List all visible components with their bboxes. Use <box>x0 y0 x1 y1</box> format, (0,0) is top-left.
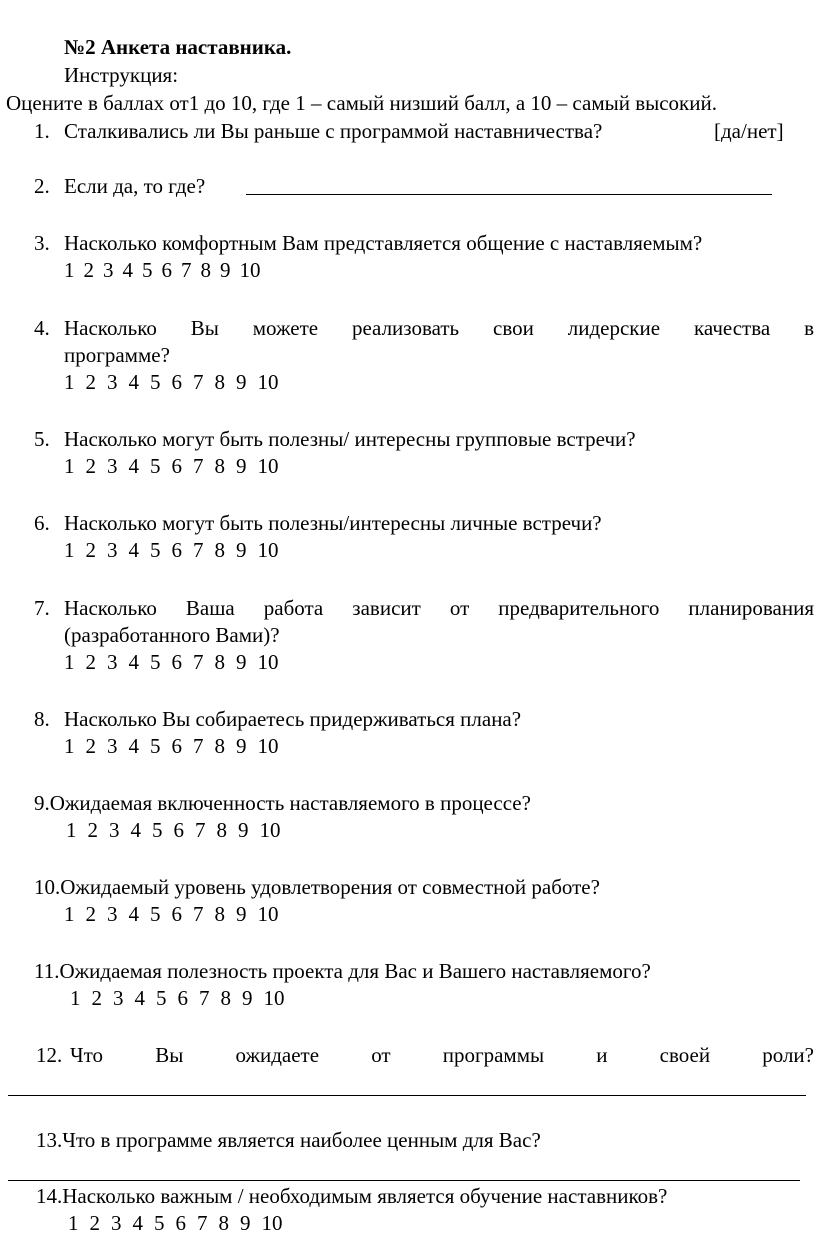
question-2-answer-line[interactable] <box>246 174 772 195</box>
scale-option-10[interactable]: 10 <box>261 1211 283 1235</box>
instruction-text: Оцените в баллах от1 до 10, где 1 – самый низший балл, а 10 – самый высокий. <box>6 91 717 115</box>
scale-option-5[interactable]: 5 <box>150 734 161 758</box>
scale-option-7[interactable]: 7 <box>199 986 210 1010</box>
scale-option-6[interactable]: 6 <box>171 902 182 926</box>
scale-option-2[interactable]: 2 <box>85 538 96 562</box>
scale-option-2[interactable]: 2 <box>89 1211 100 1235</box>
scale-option-6[interactable]: 6 <box>161 258 172 282</box>
scale-option-5[interactable]: 5 <box>150 902 161 926</box>
scale-option-9[interactable]: 9 <box>236 902 247 926</box>
scale-option-4[interactable]: 4 <box>134 986 145 1010</box>
scale-option-10[interactable]: 10 <box>257 734 279 758</box>
question-5-text: Насколько могут быть полезны/ интересны групповые встречи? <box>64 427 636 451</box>
question-4-text-line2: программе? <box>64 343 170 367</box>
question-2-number: 2. <box>34 174 50 198</box>
scale-option-6[interactable]: 6 <box>171 538 182 562</box>
scale-option-5[interactable]: 5 <box>156 986 167 1010</box>
scale-option-7[interactable]: 7 <box>195 818 206 842</box>
scale-option-1[interactable]: 1 <box>66 818 77 842</box>
scale-option-2[interactable]: 2 <box>87 818 98 842</box>
scale-option-5[interactable]: 5 <box>150 538 161 562</box>
scale-option-8[interactable]: 8 <box>214 650 225 674</box>
question-12-text: Что Вы ожидаете от программы и своей роли? <box>70 1043 814 1067</box>
scale-option-4[interactable]: 4 <box>128 538 139 562</box>
scale-option-6[interactable]: 6 <box>173 818 184 842</box>
scale-option-4[interactable]: 4 <box>128 734 139 758</box>
scale-option-7[interactable]: 7 <box>193 734 204 758</box>
question-11-text: Ожидаемая полезность проекта для Вас и Вашего наставляемого? <box>59 959 651 983</box>
question-10 <box>34 873 600 901</box>
scale-option-6[interactable]: 6 <box>171 370 182 394</box>
question-7-text-line1: Насколько Ваша работа зависит от предварительного планирования <box>64 596 814 620</box>
question-10-scale <box>64 900 279 928</box>
scale-option-4[interactable]: 4 <box>132 1211 143 1235</box>
question-3-text: Насколько комфортным Вам представляется общение с наставляемым? <box>64 231 703 255</box>
scale-option-8[interactable]: 8 <box>200 258 211 282</box>
scale-option-3[interactable]: 3 <box>113 986 124 1010</box>
scale-option-10[interactable]: 10 <box>257 538 279 562</box>
question-11-scale <box>70 984 285 1012</box>
question-6-scale <box>64 536 279 564</box>
scale-option-8[interactable]: 8 <box>218 1211 229 1235</box>
question-4-scale <box>64 368 279 396</box>
scale-option-5[interactable]: 5 <box>152 818 163 842</box>
scale-option-1[interactable]: 1 <box>64 370 75 394</box>
scale-option-3[interactable]: 3 <box>109 818 120 842</box>
scale-option-7[interactable]: 7 <box>193 538 204 562</box>
scale-option-7[interactable]: 7 <box>181 258 192 282</box>
scale-option-5[interactable]: 5 <box>150 454 161 478</box>
scale-option-10[interactable]: 10 <box>263 986 285 1010</box>
scale-option-4[interactable]: 4 <box>130 818 141 842</box>
question-4-text-line1: Насколько Вы можете реализовать свои лидерские качества в <box>64 316 814 340</box>
scale-option-4[interactable]: 4 <box>128 902 139 926</box>
question-13-number: 13. <box>36 1128 63 1152</box>
scale-option-2[interactable]: 2 <box>85 650 96 674</box>
question-9 <box>34 789 531 817</box>
scale-option-10[interactable]: 10 <box>257 902 279 926</box>
scale-option-8[interactable]: 8 <box>214 902 225 926</box>
scale-option-10[interactable]: 10 <box>239 258 261 282</box>
question-10-number: 10. <box>34 875 61 899</box>
scale-option-8[interactable]: 8 <box>214 734 225 758</box>
question-14-text: Насколько важным / необходимым является обучение наставников? <box>62 1184 668 1208</box>
scale-option-9[interactable]: 9 <box>236 650 247 674</box>
scale-option-6[interactable]: 6 <box>171 650 182 674</box>
scale-option-2[interactable]: 2 <box>85 370 96 394</box>
question-7-text-line2: (разработанного Вами)? <box>64 623 280 647</box>
scale-option-10[interactable]: 10 <box>257 650 279 674</box>
scale-option-1[interactable]: 1 <box>70 986 81 1010</box>
scale-option-7[interactable]: 7 <box>193 370 204 394</box>
scale-option-4[interactable]: 4 <box>128 370 139 394</box>
scale-option-9[interactable]: 9 <box>236 734 247 758</box>
scale-option-3[interactable]: 3 <box>107 538 118 562</box>
scale-option-1[interactable]: 1 <box>64 902 75 926</box>
question-10-text: Ожидаемый уровень удовлетворения от совместной работе? <box>60 875 600 899</box>
scale-option-8[interactable]: 8 <box>214 454 225 478</box>
scale-option-9[interactable]: 9 <box>236 538 247 562</box>
scale-option-8[interactable]: 8 <box>220 986 231 1010</box>
scale-option-6[interactable]: 6 <box>175 1211 186 1235</box>
scale-option-3[interactable]: 3 <box>107 734 118 758</box>
scale-option-2[interactable]: 2 <box>91 986 102 1010</box>
question-11-number: 11. <box>34 959 60 983</box>
scale-option-3[interactable]: 3 <box>111 1211 122 1235</box>
scale-option-10[interactable]: 10 <box>257 370 279 394</box>
scale-option-1[interactable]: 1 <box>68 1211 79 1235</box>
question-1-number: 1. <box>34 119 50 143</box>
scale-option-2[interactable]: 2 <box>85 734 96 758</box>
scale-option-3[interactable]: 3 <box>107 902 118 926</box>
scale-option-3[interactable]: 3 <box>103 258 114 282</box>
question-9-number: 9. <box>34 791 50 815</box>
scale-option-9[interactable]: 9 <box>236 454 247 478</box>
scale-option-5[interactable]: 5 <box>150 370 161 394</box>
question-1-answer-options: [да/нет] <box>714 119 784 143</box>
question-8-text: Насколько Вы собираетесь придерживаться плана? <box>64 707 522 731</box>
scale-option-7[interactable]: 7 <box>193 902 204 926</box>
scale-option-6[interactable]: 6 <box>171 454 182 478</box>
question-8-number: 8. <box>34 707 50 731</box>
instruction-label: Инструкция: <box>64 63 179 87</box>
question-11 <box>34 957 651 985</box>
scale-option-7[interactable]: 7 <box>197 1211 208 1235</box>
question-6-number: 6. <box>34 511 50 535</box>
scale-option-5[interactable]: 5 <box>154 1211 165 1235</box>
scale-option-10[interactable]: 10 <box>257 454 279 478</box>
scale-option-3[interactable]: 3 <box>107 454 118 478</box>
scale-option-8[interactable]: 8 <box>214 538 225 562</box>
scale-option-3[interactable]: 3 <box>107 650 118 674</box>
question-14-scale <box>68 1209 283 1237</box>
question-5-number: 5. <box>34 427 50 451</box>
question-13-answer-line[interactable] <box>8 1180 800 1181</box>
question-12-answer-line[interactable] <box>8 1095 806 1096</box>
question-8-scale <box>64 732 279 760</box>
scale-option-6[interactable]: 6 <box>171 734 182 758</box>
question-6-text: Насколько могут быть полезны/интересны личные встречи? <box>64 511 602 535</box>
scale-option-4[interactable]: 4 <box>128 650 139 674</box>
scale-option-1[interactable]: 1 <box>64 538 75 562</box>
scale-option-1[interactable]: 1 <box>64 650 75 674</box>
scale-option-9[interactable]: 9 <box>236 370 247 394</box>
scale-option-1[interactable]: 1 <box>64 258 75 282</box>
question-9-scale <box>66 816 281 844</box>
question-13-text: Что в программе является наиболее ценным для Вас? <box>62 1128 541 1152</box>
question-1-text: Сталкивались ли Вы раньше с программой наставничества? <box>64 119 603 143</box>
scale-option-7[interactable]: 7 <box>193 650 204 674</box>
scale-option-5[interactable]: 5 <box>150 650 161 674</box>
scale-option-8[interactable]: 8 <box>214 370 225 394</box>
question-12-number: 12. <box>36 1043 63 1067</box>
scale-option-4[interactable]: 4 <box>122 258 133 282</box>
scale-option-8[interactable]: 8 <box>216 818 227 842</box>
question-2-text: Если да, то где? <box>64 174 206 198</box>
scale-option-2[interactable]: 2 <box>85 902 96 926</box>
scale-option-1[interactable]: 1 <box>64 734 75 758</box>
scale-option-9[interactable]: 9 <box>240 1211 251 1235</box>
scale-option-9[interactable]: 9 <box>238 818 249 842</box>
scale-option-2[interactable]: 2 <box>83 258 94 282</box>
question-9-text: Ожидаемая включенность наставляемого в процессе? <box>49 791 531 815</box>
question-7-scale <box>64 648 279 676</box>
scale-option-7[interactable]: 7 <box>193 454 204 478</box>
scale-option-2[interactable]: 2 <box>85 454 96 478</box>
scale-option-9[interactable]: 9 <box>242 986 253 1010</box>
question-13 <box>36 1126 541 1154</box>
scale-option-10[interactable]: 10 <box>259 818 281 842</box>
scale-option-3[interactable]: 3 <box>107 370 118 394</box>
question-4-number: 4. <box>34 316 50 340</box>
scale-option-9[interactable]: 9 <box>220 258 231 282</box>
question-5-scale <box>64 452 279 480</box>
document-title: №2 Анкета наставника. <box>64 35 292 59</box>
scale-option-5[interactable]: 5 <box>142 258 153 282</box>
question-14-number: 14. <box>36 1184 63 1208</box>
scale-option-1[interactable]: 1 <box>64 454 75 478</box>
question-3-scale <box>64 256 261 284</box>
scale-option-4[interactable]: 4 <box>128 454 139 478</box>
question-7-number: 7. <box>34 596 50 620</box>
question-14 <box>36 1182 667 1210</box>
question-3-number: 3. <box>34 231 50 255</box>
scale-option-6[interactable]: 6 <box>177 986 188 1010</box>
